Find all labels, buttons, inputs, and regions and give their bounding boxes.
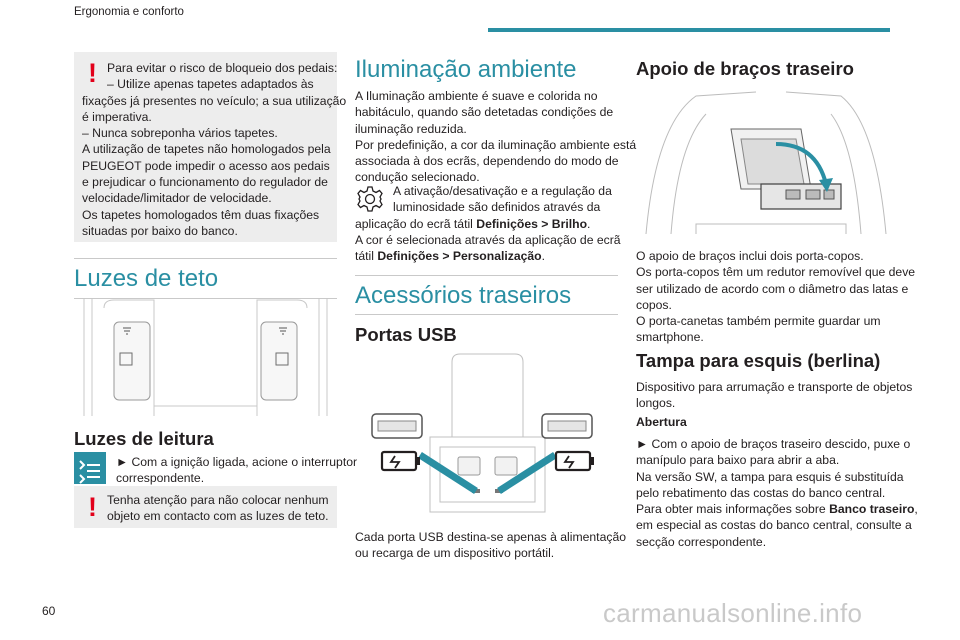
usb-ports-illustration xyxy=(360,352,615,517)
section-title-rear-armrest: Apoio de braços traseiro xyxy=(636,58,854,79)
page-number: 60 xyxy=(42,604,56,618)
opening-text: ► Com o apoio de braços traseiro descido, puxe o manípulo para baixo para abrir a aba. Na versão SW, a tampa para esquis é substituída pelo rebatimento das costas do banco central. Para obter mais informações sobre Banco traseiro, em especial as costas do banco central, consulte a secção correspondente. xyxy=(636,437,918,549)
ski-hatch-text: Dispositivo para arrumação e transporte de objetos longos. xyxy=(636,380,913,411)
divider xyxy=(355,314,618,315)
warning-lights-text: Tenha atenção para não colocar nenhum objeto em contacto com as luzes de teto. xyxy=(107,493,329,524)
ambient-lighting-text: A Iluminação ambiente é suave e colorida no habitáculo, quando são detetadas condições de iluminação reduzida. Por predefinição, a cor da iluminação ambiente está associada à dos ecrãs, dependendo do modo de condução selecionado. xyxy=(355,89,637,185)
watermark: carmanualsonline.info xyxy=(603,598,863,628)
section-title-usb-ports: Portas USB xyxy=(355,324,457,345)
procedure-icon xyxy=(74,452,106,484)
warning-icon: ! xyxy=(88,492,97,522)
divider xyxy=(355,275,618,276)
rear-armrest-text: O apoio de braços inclui dois porta-copos. Os porta-copos têm um redutor removível que deve ser utilizado de acordo com o diâmetro das latas e copos. O porta-canetas também permite guardar um smartphone. xyxy=(636,249,916,345)
reading-lights-step: ► Com a ignição ligada, acione o interruptor correspondente. xyxy=(116,455,358,486)
header-accent-bar xyxy=(488,28,890,32)
divider xyxy=(74,258,337,259)
section-title-ceiling-lights: Luzes de teto xyxy=(74,265,219,292)
section-title-ski-hatch: Tampa para esquis (berlina) xyxy=(636,350,881,371)
section-title-ambient-lighting: Iluminação ambiente xyxy=(355,56,577,83)
subheading-opening: Abertura xyxy=(636,415,687,429)
rear-armrest-illustration xyxy=(636,84,899,242)
header-section-title: Ergonomia e conforto xyxy=(74,6,184,18)
section-title-rear-accessories: Acessórios traseiros xyxy=(355,282,572,309)
settings-text: A ativação/desativação e a regulação da luminosidade são definidos através da aplicação do ecrã tátil Definições > Brilho. A cor é selecionada através da aplicação de ecrã tátil Definições > Personalização. xyxy=(355,184,621,264)
usb-ports-text: Cada porta USB destina-se apenas à alimentação ou recarga de um dispositivo portátil. xyxy=(355,530,626,561)
warning-icon: ! xyxy=(88,58,97,88)
section-title-reading-lights: Luzes de leitura xyxy=(74,428,214,449)
ceiling-lights-illustration xyxy=(74,298,337,416)
warning-pedals-text: Para evitar o risco de bloqueio dos pedais: – Utilize apenas tapetes adaptados às fixações já presentes no veículo; a sua utilização é imperativa. – Nunca sobreponha vários tapetes. A utilização de tapetes não homologados pela PEUGEOT pode impedir o acesso aos pedais e prejudicar o funcionamento do regulador de velocidade/limitador de velocidade. Os tapetes homologados têm duas fixações situadas por baixo do banco. xyxy=(82,61,347,238)
